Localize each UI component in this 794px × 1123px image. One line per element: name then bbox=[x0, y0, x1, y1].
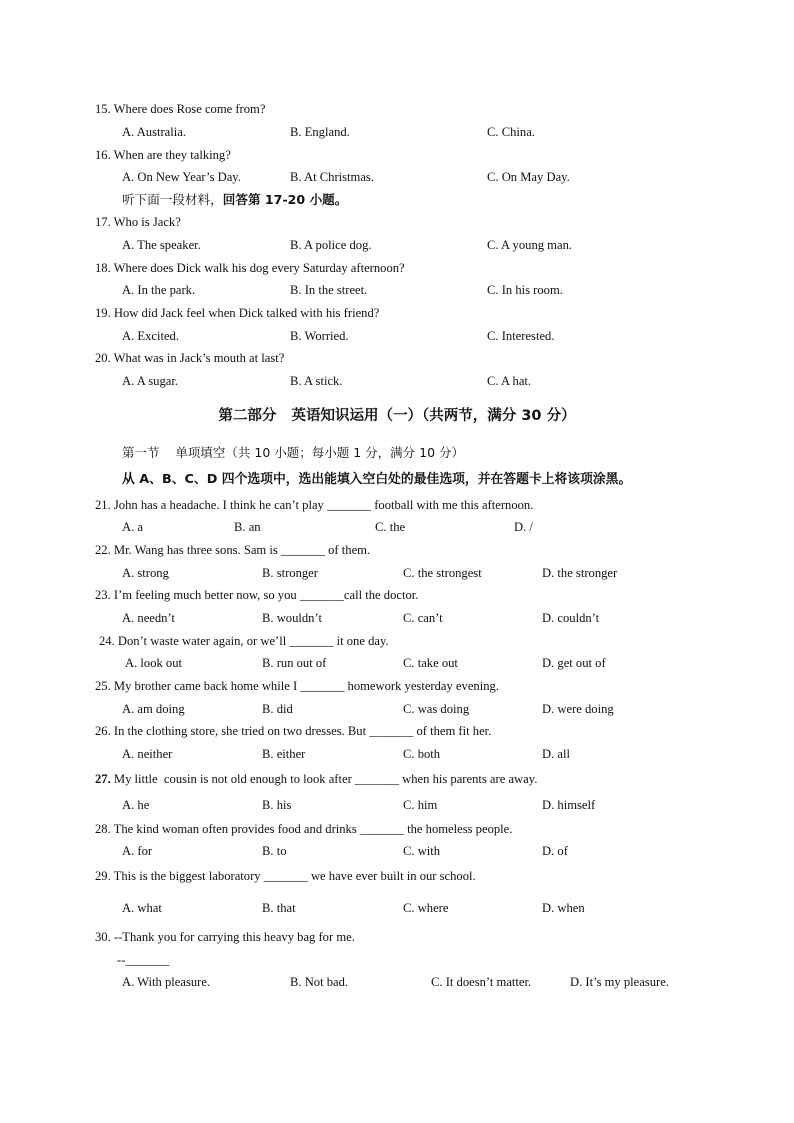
option-d: D. get out of bbox=[542, 656, 606, 670]
question-number: 24. bbox=[99, 634, 115, 648]
question-number: 17. bbox=[95, 215, 111, 229]
option-a: A. With pleasure. bbox=[122, 975, 211, 989]
question-text: Where does Dick walk his dog every Saturday afternoon? bbox=[113, 261, 405, 275]
option-a: A. am doing bbox=[122, 702, 185, 716]
question-text: When are they talking? bbox=[113, 148, 231, 162]
option-c: C. A hat. bbox=[487, 374, 532, 388]
option-a: A. a bbox=[122, 520, 143, 534]
question-17 bbox=[95, 216, 181, 229]
option-a: A. Australia. bbox=[122, 125, 187, 139]
question-27 bbox=[95, 773, 537, 786]
question-text: Mr. Wang has three sons. Sam is _______ of them. bbox=[113, 543, 371, 557]
question-16 bbox=[95, 149, 231, 162]
option-b: B. England. bbox=[290, 125, 350, 139]
option-a: A. On New Year’s Day. bbox=[122, 170, 241, 184]
option-c: C. where bbox=[403, 901, 449, 915]
question-24 bbox=[99, 635, 389, 648]
instruction-bold-text: 回答第 17-20 小题。 bbox=[222, 192, 348, 207]
option-a: A. A sugar. bbox=[122, 374, 178, 388]
question-21 bbox=[95, 499, 533, 512]
option-c: C. the bbox=[375, 520, 406, 534]
question-number: 16. bbox=[95, 148, 111, 162]
question-18 bbox=[95, 262, 405, 275]
question-26 bbox=[95, 725, 491, 738]
question-number: 22. bbox=[95, 543, 111, 557]
option-c: C. China. bbox=[487, 125, 535, 139]
option-b: B. Worried. bbox=[290, 329, 349, 343]
option-d: D. of bbox=[542, 844, 568, 858]
option-d: D. the stronger bbox=[542, 566, 618, 580]
question-text: This is the biggest laboratory _______ we have ever built in our school. bbox=[113, 869, 476, 883]
option-a: A. In the park. bbox=[122, 283, 196, 297]
option-c: C. On May Day. bbox=[487, 170, 570, 184]
option-a: A. look out bbox=[125, 656, 183, 670]
option-b: B. wouldn’t bbox=[262, 611, 322, 625]
question-number: 15. bbox=[95, 102, 111, 116]
question-text: My brother came back home while I _______ homework yesterday evening. bbox=[113, 679, 499, 693]
question-15 bbox=[95, 103, 265, 116]
question-number: 19. bbox=[95, 306, 111, 320]
question-19 bbox=[95, 307, 379, 320]
option-c: C. take out bbox=[403, 656, 458, 670]
question-number: 21. bbox=[95, 498, 111, 512]
option-c: C. the strongest bbox=[403, 566, 482, 580]
question-text: Don’t waste water again, or we’ll _______ it one day. bbox=[117, 634, 389, 648]
option-a: A. for bbox=[122, 844, 153, 858]
option-b: B. to bbox=[262, 844, 287, 858]
question-number: 28. bbox=[95, 822, 111, 836]
option-d: D. were doing bbox=[542, 702, 614, 716]
section1-instruction: 从 A、B、C、D 四个选项中，选出能填入空白处的最佳选项，并在答题卡上将该项涂黑。 bbox=[122, 472, 632, 487]
question-text: The kind woman often provides food and drinks _______ the homeless people. bbox=[113, 822, 513, 836]
option-d: D. himself bbox=[542, 798, 596, 812]
question-number: 30. bbox=[95, 930, 111, 944]
question-text: Who is Jack? bbox=[113, 215, 181, 229]
question-number: 18. bbox=[95, 261, 111, 275]
option-d: D. all bbox=[542, 747, 570, 761]
question-20 bbox=[95, 352, 284, 365]
option-b: B. either bbox=[262, 747, 306, 761]
question-text: I’m feeling much better now, so you _______call the doctor. bbox=[113, 588, 419, 602]
listening-instruction bbox=[122, 194, 347, 207]
question-text: Where does Rose come from? bbox=[113, 102, 266, 116]
question-text: How did Jack feel when Dick talked with his friend? bbox=[113, 306, 380, 320]
option-a: A. neither bbox=[122, 747, 173, 761]
option-b: B. A stick. bbox=[290, 374, 343, 388]
option-a: A. The speaker. bbox=[122, 238, 201, 252]
option-c: C. him bbox=[403, 798, 438, 812]
question-number: 26. bbox=[95, 724, 111, 738]
option-d: D. when bbox=[542, 901, 585, 915]
option-c: C. with bbox=[403, 844, 441, 858]
option-a: A. Excited. bbox=[122, 329, 180, 343]
section1-heading: 第一节 单项填空（共 10 小题；每小题 1 分，满分 10 分） bbox=[122, 445, 464, 460]
option-b: B. At Christmas. bbox=[290, 170, 374, 184]
option-a: A. he bbox=[122, 798, 150, 812]
option-c: C. A young man. bbox=[487, 238, 573, 252]
option-c: C. It doesn’t matter. bbox=[431, 975, 532, 989]
option-b: B. run out of bbox=[262, 656, 327, 670]
option-b: B. his bbox=[262, 798, 292, 812]
option-b: B. stronger bbox=[262, 566, 318, 580]
question-number: 29. bbox=[95, 869, 111, 883]
question-28 bbox=[95, 823, 512, 836]
option-d: D. It’s my pleasure. bbox=[570, 975, 669, 989]
question-text: My little cousin is not old enough to look after _______ when his parents are away. bbox=[113, 772, 538, 786]
option-c: C. Interested. bbox=[487, 329, 555, 343]
option-d: D. couldn’t bbox=[542, 611, 600, 625]
option-b: B. an bbox=[234, 520, 261, 534]
option-a: A. strong bbox=[122, 566, 169, 580]
question-30 bbox=[95, 931, 355, 944]
dialogue-reply-blank: --_______ bbox=[117, 953, 170, 967]
option-b: B. In the street. bbox=[290, 283, 368, 297]
question-29 bbox=[95, 870, 476, 883]
option-c: C. both bbox=[403, 747, 441, 761]
option-c: C. was doing bbox=[403, 702, 470, 716]
question-25 bbox=[95, 680, 499, 693]
option-a: A. needn’t bbox=[122, 611, 175, 625]
question-22 bbox=[95, 544, 370, 557]
option-c: C. can’t bbox=[403, 611, 443, 625]
question-number: 25. bbox=[95, 679, 111, 693]
question-number: 27. bbox=[95, 772, 111, 786]
option-b: B. Not bad. bbox=[290, 975, 349, 989]
instruction-text: 听下面一段材料， bbox=[122, 192, 223, 207]
option-b: B. A police dog. bbox=[290, 238, 372, 252]
question-text: John has a headache. I think he can’t play _______ football with me this afternoon. bbox=[113, 498, 534, 512]
question-number: 23. bbox=[95, 588, 111, 602]
option-b: B. did bbox=[262, 702, 293, 716]
question-number: 20. bbox=[95, 351, 111, 365]
part2-title: 第二部分 英语知识运用（一）（共两节，满分 30 分） bbox=[218, 408, 576, 424]
option-b: B. that bbox=[262, 901, 296, 915]
option-c: C. In his room. bbox=[487, 283, 563, 297]
question-text: What was in Jack’s mouth at last? bbox=[113, 351, 285, 365]
question-text: In the clothing store, she tried on two dresses. But _______ of them fit her. bbox=[113, 724, 492, 738]
question-23 bbox=[95, 589, 418, 602]
option-d: D. / bbox=[514, 520, 533, 534]
option-a: A. what bbox=[122, 901, 162, 915]
question-text: --Thank you for carrying this heavy bag for me. bbox=[113, 930, 355, 944]
